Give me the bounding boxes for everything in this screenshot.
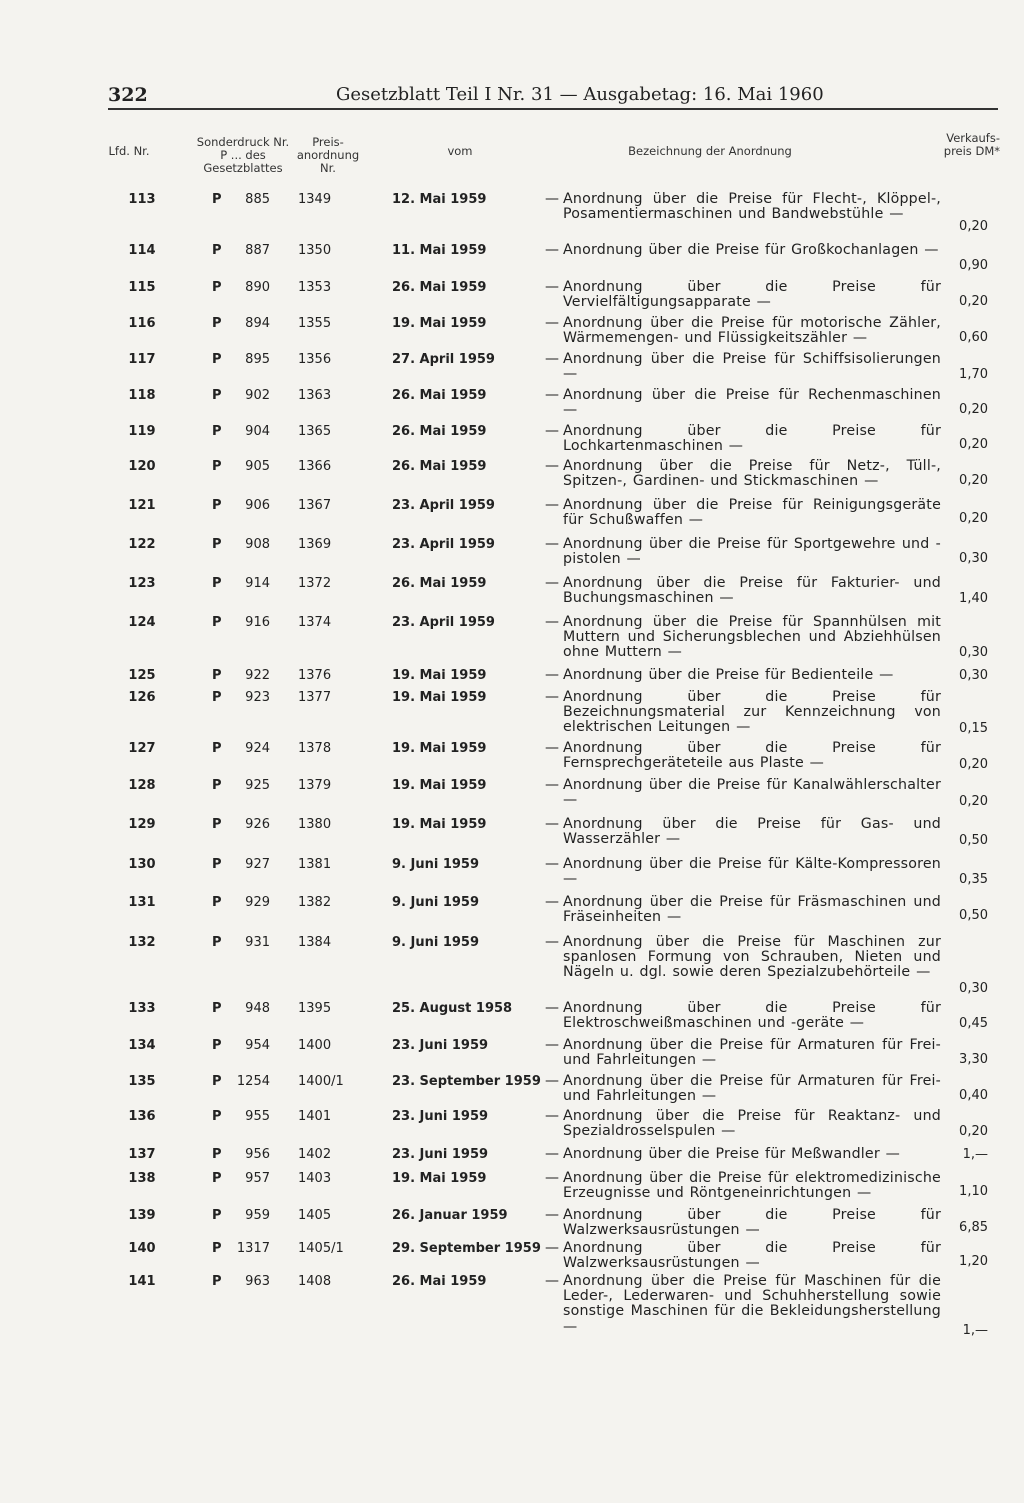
description: Anordnung über die Preise für Walzwerksausrüstungen —: [563, 1207, 941, 1239]
sonderdruck-number: 929: [245, 895, 270, 910]
description: Anordnung über die Preise für Maschinen für die Leder-, Lederwaren- und Schuhherstellung sowie sonstige Maschinen für die Bekleidungsherstellung —: [563, 1273, 941, 1335]
price: 1,20: [959, 1254, 988, 1269]
table-row: [0, 1037, 1024, 1069]
price: 6,85: [959, 1220, 988, 1235]
dash: —: [545, 1170, 559, 1186]
price: 3,30: [959, 1052, 988, 1067]
preisanordnung-number: 1363: [298, 388, 332, 403]
table-row: [0, 279, 1024, 311]
sonderdruck-prefix: P: [212, 192, 222, 207]
sonderdruck-prefix: P: [212, 778, 222, 793]
column-header-verkaufspreis: Verkaufs- preis DM*: [943, 131, 1000, 158]
sonderdruck-number: 959: [245, 1208, 270, 1223]
dash: —: [545, 614, 559, 630]
row-number: 123: [128, 576, 156, 591]
description: Anordnung über die Preise für Kanalwählerschalter —: [563, 777, 941, 809]
row-number: 120: [128, 459, 156, 474]
preisanordnung-number: 1395: [298, 1001, 332, 1016]
dash: —: [545, 315, 559, 331]
description: Anordnung über die Preise für Walzwerksausrüstungen —: [563, 1240, 941, 1272]
description: Anordnung über die Preise für Flecht-, Klöppel-, Posamentiermaschinen und Bandwebstühle —: [563, 191, 941, 223]
price: 0,30: [959, 551, 988, 566]
preisanordnung-number: 1350: [298, 243, 332, 258]
row-number: 130: [128, 857, 156, 872]
row-number: 139: [128, 1208, 156, 1223]
description: Anordnung über die Preise für Bedienteile —: [563, 667, 894, 683]
row-number: 126: [128, 690, 156, 705]
sonderdruck-prefix: P: [212, 576, 222, 591]
description: Anordnung über die Preise für Großkochanlagen —: [563, 242, 939, 258]
dash: —: [545, 1073, 559, 1089]
preisanordnung-number: 1366: [298, 459, 332, 474]
table-row: [0, 458, 1024, 490]
preisanordnung-number: 1355: [298, 316, 332, 331]
date: 19. Mai 1959: [392, 668, 487, 683]
sonderdruck-prefix: P: [212, 1001, 222, 1016]
table-row: [0, 191, 1024, 234]
date: 9. Juni 1959: [392, 935, 480, 950]
sonderdruck-prefix: P: [212, 424, 222, 439]
date: 12. Mai 1959: [392, 192, 487, 207]
sonderdruck-number: 887: [245, 243, 270, 258]
description: Anordnung über die Preise für Maschinen zur spanlosen Formung von Schrauben, Nieten und Nägeln u. dgl. sowie deren Spezialzubehörteile —: [563, 934, 941, 981]
dash: —: [545, 279, 559, 295]
dash: —: [545, 856, 559, 872]
page-title: Gesetzblatt Teil I Nr. 31 — Ausgabetag: 16. Mai 1960: [336, 84, 824, 105]
sonderdruck-number: 895: [245, 352, 270, 367]
table-row: [0, 894, 1024, 926]
table-row: [0, 689, 1024, 736]
row-number: 136: [128, 1109, 156, 1124]
row-number: 122: [128, 537, 156, 552]
dash: —: [545, 689, 559, 705]
dash: —: [545, 1108, 559, 1124]
preisanordnung-number: 1408: [298, 1274, 332, 1289]
sonderdruck-prefix: P: [212, 615, 222, 630]
row-number: 140: [128, 1241, 156, 1256]
price: 0,20: [959, 402, 988, 417]
price: 1,10: [959, 1184, 988, 1199]
date: 19. Mai 1959: [392, 817, 487, 832]
sonderdruck-number: 926: [245, 817, 270, 832]
dash: —: [545, 1240, 559, 1256]
sonderdruck-number: 956: [245, 1147, 270, 1162]
description: Anordnung über die Preise für Netz-, Tüll-, Spitzen-, Gardinen- und Stickmaschinen —: [563, 458, 941, 490]
date: 11. Mai 1959: [392, 243, 487, 258]
sonderdruck-number: 948: [245, 1001, 270, 1016]
sonderdruck-prefix: P: [212, 1074, 222, 1089]
sonderdruck-prefix: P: [212, 741, 222, 756]
sonderdruck-number: 906: [245, 498, 270, 513]
price: 0,15: [959, 721, 988, 736]
sonderdruck-prefix: P: [212, 1241, 222, 1256]
sonderdruck-prefix: P: [212, 280, 222, 295]
description: Anordnung über die Preise für Fernsprechgeräteteile aus Plaste —: [563, 740, 941, 772]
table-row: [0, 242, 1024, 273]
preisanordnung-number: 1381: [298, 857, 332, 872]
price: 1,70: [959, 367, 988, 382]
row-number: 127: [128, 741, 156, 756]
table-row: [0, 315, 1024, 347]
description: Anordnung über die Preise für Reinigungsgeräte für Schußwaffen —: [563, 497, 941, 529]
table-row: [0, 667, 1024, 683]
price: 0,20: [959, 511, 988, 526]
dash: —: [545, 191, 559, 207]
dash: —: [545, 894, 559, 910]
table-row: [0, 1000, 1024, 1032]
dash: —: [545, 242, 559, 258]
table-row: [0, 497, 1024, 529]
sonderdruck-prefix: P: [212, 1274, 222, 1289]
dash: —: [545, 387, 559, 403]
description: Anordnung über die Preise für Vervielfältigungsapparate —: [563, 279, 941, 311]
column-header-preisanordnung: Preis- anordnung Nr.: [296, 135, 360, 175]
sonderdruck-prefix: P: [212, 316, 222, 331]
table-row: [0, 1108, 1024, 1140]
date: 19. Mai 1959: [392, 1171, 487, 1186]
sonderdruck-number: 927: [245, 857, 270, 872]
row-number: 135: [128, 1074, 156, 1089]
dash: —: [545, 575, 559, 591]
sonderdruck-prefix: P: [212, 817, 222, 832]
date: 23. Juni 1959: [392, 1147, 489, 1162]
description: Anordnung über die Preise für Bezeichnungsmaterial zur Kennzeichnung von elektrischen Leitungen —: [563, 689, 941, 736]
sonderdruck-number: 885: [245, 192, 270, 207]
row-number: 133: [128, 1001, 156, 1016]
sonderdruck-number: 916: [245, 615, 270, 630]
row-number: 138: [128, 1171, 156, 1186]
date: 9. Juni 1959: [392, 895, 480, 910]
table-row: [0, 536, 1024, 568]
date: 26. Mai 1959: [392, 459, 487, 474]
sonderdruck-number: 905: [245, 459, 270, 474]
sonderdruck-number: 963: [245, 1274, 270, 1289]
preisanordnung-number: 1405/1: [298, 1241, 344, 1256]
description: Anordnung über die Preise für elektromedizinische Erzeugnisse und Röntgeneinrichtungen —: [563, 1170, 941, 1202]
date: 23. September 1959: [392, 1074, 541, 1089]
preisanordnung-number: 1349: [298, 192, 332, 207]
row-number: 113: [128, 192, 156, 207]
dash: —: [545, 536, 559, 552]
description: Anordnung über die Preise für Armaturen für Frei- und Fahrleitungen —: [563, 1073, 941, 1105]
column-header-sonderdruck: Sonderdruck Nr. P ... des Gesetzblattes: [196, 135, 290, 175]
sonderdruck-number: 954: [245, 1038, 270, 1053]
price: 1,—: [962, 1323, 988, 1338]
description: Anordnung über die Preise für Rechenmaschinen —: [563, 387, 941, 419]
dash: —: [545, 1207, 559, 1223]
sonderdruck-number: 931: [245, 935, 270, 950]
date: 26. Mai 1959: [392, 576, 487, 591]
sonderdruck-prefix: P: [212, 857, 222, 872]
description: Anordnung über die Preise für Elektroschweißmaschinen und -geräte —: [563, 1000, 941, 1032]
price: 0,30: [959, 645, 988, 660]
sonderdruck-number: 925: [245, 778, 270, 793]
table-row: [0, 740, 1024, 772]
date: 19. Mai 1959: [392, 690, 487, 705]
column-header-vom: vom: [447, 144, 473, 158]
sonderdruck-number: 955: [245, 1109, 270, 1124]
table-row: [0, 1170, 1024, 1202]
preisanordnung-number: 1384: [298, 935, 332, 950]
description: Anordnung über die Preise für Sportgewehre und -pistolen —: [563, 536, 941, 568]
preisanordnung-number: 1377: [298, 690, 332, 705]
price: 0,90: [959, 258, 988, 273]
preisanordnung-number: 1379: [298, 778, 332, 793]
row-number: 119: [128, 424, 156, 439]
dash: —: [545, 1146, 559, 1162]
price: 1,40: [959, 591, 988, 606]
date: 26. Mai 1959: [392, 388, 487, 403]
sonderdruck-prefix: P: [212, 498, 222, 513]
date: 26. Januar 1959: [392, 1208, 508, 1223]
date: 23. Juni 1959: [392, 1109, 489, 1124]
preisanordnung-number: 1378: [298, 741, 332, 756]
description: Anordnung über die Preise für Reaktanz- und Spezialdrosselspulen —: [563, 1108, 941, 1140]
preisanordnung-number: 1372: [298, 576, 332, 591]
row-number: 115: [128, 280, 156, 295]
price: 0,30: [959, 981, 988, 996]
table-row: [0, 1207, 1024, 1239]
sonderdruck-number: 908: [245, 537, 270, 552]
column-header-lfd-nr: Lfd. Nr.: [108, 144, 150, 158]
row-number: 125: [128, 668, 156, 683]
sonderdruck-prefix: P: [212, 1208, 222, 1223]
sonderdruck-prefix: P: [212, 352, 222, 367]
column-header-bezeichnung: Bezeichnung der Anordnung: [628, 144, 792, 158]
date: 23. April 1959: [392, 498, 495, 513]
sonderdruck-prefix: P: [212, 243, 222, 258]
row-number: 137: [128, 1147, 156, 1162]
sonderdruck-number: 924: [245, 741, 270, 756]
sonderdruck-prefix: P: [212, 1147, 222, 1162]
row-number: 121: [128, 498, 156, 513]
dash: —: [545, 1037, 559, 1053]
preisanordnung-number: 1353: [298, 280, 332, 295]
dash: —: [545, 1000, 559, 1016]
sonderdruck-prefix: P: [212, 668, 222, 683]
price: 0,20: [959, 1124, 988, 1139]
table-row: [0, 387, 1024, 419]
date: 23. Juni 1959: [392, 1038, 489, 1053]
description: Anordnung über die Preise für Schiffsisolierungen —: [563, 351, 941, 383]
date: 23. April 1959: [392, 615, 495, 630]
sonderdruck-number: 914: [245, 576, 270, 591]
table-row: [0, 816, 1024, 848]
table-row: [0, 614, 1024, 661]
dash: —: [545, 667, 559, 683]
dash: —: [545, 740, 559, 756]
sonderdruck-number: 922: [245, 668, 270, 683]
date: 29. September 1959: [392, 1241, 541, 1256]
preisanordnung-number: 1365: [298, 424, 332, 439]
preisanordnung-number: 1382: [298, 895, 332, 910]
description: Anordnung über die Preise für motorische Zähler, Wärmemengen- und Flüssigkeitszähler —: [563, 315, 941, 347]
row-number: 124: [128, 615, 156, 630]
sonderdruck-prefix: P: [212, 1171, 222, 1186]
dash: —: [545, 816, 559, 832]
row-number: 131: [128, 895, 156, 910]
price: 0,45: [959, 1016, 988, 1031]
description: Anordnung über die Preise für Fakturier- und Buchungsmaschinen —: [563, 575, 941, 607]
table-row: [0, 1073, 1024, 1105]
date: 19. Mai 1959: [392, 741, 487, 756]
row-number: 117: [128, 352, 156, 367]
dash: —: [545, 497, 559, 513]
price: 0,50: [959, 833, 988, 848]
date: 25. August 1958: [392, 1001, 513, 1016]
table-row: [0, 777, 1024, 809]
sonderdruck-prefix: P: [212, 537, 222, 552]
dash: —: [545, 458, 559, 474]
price: 1,—: [962, 1147, 988, 1162]
price: 0,20: [959, 294, 988, 309]
description: Anordnung über die Preise für Gas- und Wasserzähler —: [563, 816, 941, 848]
date: 19. Mai 1959: [392, 316, 487, 331]
dash: —: [545, 423, 559, 439]
preisanordnung-number: 1400/1: [298, 1074, 344, 1089]
sonderdruck-prefix: P: [212, 935, 222, 950]
preisanordnung-number: 1369: [298, 537, 332, 552]
sonderdruck-prefix: P: [212, 459, 222, 474]
date: 26. Mai 1959: [392, 280, 487, 295]
dash: —: [545, 351, 559, 367]
sonderdruck-number: 1254: [236, 1074, 270, 1089]
sonderdruck-prefix: P: [212, 388, 222, 403]
sonderdruck-prefix: P: [212, 895, 222, 910]
date: 26. Mai 1959: [392, 1274, 487, 1289]
row-number: 134: [128, 1038, 156, 1053]
preisanordnung-number: 1402: [298, 1147, 332, 1162]
table-row: [0, 351, 1024, 383]
preisanordnung-number: 1374: [298, 615, 332, 630]
date: 9. Juni 1959: [392, 857, 480, 872]
price: 0,20: [959, 473, 988, 488]
description: Anordnung über die Preise für Lochkartenmaschinen —: [563, 423, 941, 455]
date: 23. April 1959: [392, 537, 495, 552]
price: 0,60: [959, 330, 988, 345]
table-row: [0, 856, 1024, 888]
description: Anordnung über die Preise für Kälte-Kompressoren —: [563, 856, 941, 888]
date: 26. Mai 1959: [392, 424, 487, 439]
table-row: [0, 1273, 1024, 1338]
date: 27. April 1959: [392, 352, 495, 367]
table-row: [0, 575, 1024, 607]
price: 0,20: [959, 757, 988, 772]
date: 19. Mai 1959: [392, 778, 487, 793]
price: 0,20: [959, 219, 988, 234]
sonderdruck-number: 904: [245, 424, 270, 439]
price: 0,35: [959, 872, 988, 887]
row-number: 116: [128, 316, 156, 331]
sonderdruck-prefix: P: [212, 690, 222, 705]
row-number: 141: [128, 1274, 156, 1289]
row-number: 128: [128, 778, 156, 793]
table-row: [0, 1146, 1024, 1162]
sonderdruck-number: 902: [245, 388, 270, 403]
preisanordnung-number: 1405: [298, 1208, 332, 1223]
table-row: [0, 423, 1024, 455]
dash: —: [545, 777, 559, 793]
row-number: 132: [128, 935, 156, 950]
sonderdruck-prefix: P: [212, 1109, 222, 1124]
preisanordnung-number: 1367: [298, 498, 332, 513]
sonderdruck-number: 1317: [236, 1241, 270, 1256]
description: Anordnung über die Preise für Spannhülsen mit Muttern und Sicherungsblechen und Abziehhülsen ohne Muttern —: [563, 614, 941, 661]
price: 0,50: [959, 908, 988, 923]
row-number: 114: [128, 243, 156, 258]
price: 0,20: [959, 794, 988, 809]
description: Anordnung über die Preise für Meßwandler —: [563, 1146, 900, 1162]
dash: —: [545, 1273, 559, 1289]
preisanordnung-number: 1356: [298, 352, 332, 367]
sonderdruck-number: 890: [245, 280, 270, 295]
row-number: 129: [128, 817, 156, 832]
table-row: [0, 934, 1024, 996]
sonderdruck-number: 894: [245, 316, 270, 331]
dash: —: [545, 934, 559, 950]
preisanordnung-number: 1401: [298, 1109, 332, 1124]
sonderdruck-number: 957: [245, 1171, 270, 1186]
row-number: 118: [128, 388, 156, 403]
description: Anordnung über die Preise für Fräsmaschinen und Fräseinheiten —: [563, 894, 941, 926]
table-row: [0, 1240, 1024, 1272]
preisanordnung-number: 1376: [298, 668, 332, 683]
price: 0,20: [959, 437, 988, 452]
price: 0,40: [959, 1088, 988, 1103]
sonderdruck-number: 923: [245, 690, 270, 705]
price: 0,30: [959, 668, 988, 683]
sonderdruck-prefix: P: [212, 1038, 222, 1053]
preisanordnung-number: 1380: [298, 817, 332, 832]
page-number: 322: [108, 84, 148, 106]
preisanordnung-number: 1403: [298, 1171, 332, 1186]
preisanordnung-number: 1400: [298, 1038, 332, 1053]
description: Anordnung über die Preise für Armaturen für Frei- und Fahrleitungen —: [563, 1037, 941, 1069]
